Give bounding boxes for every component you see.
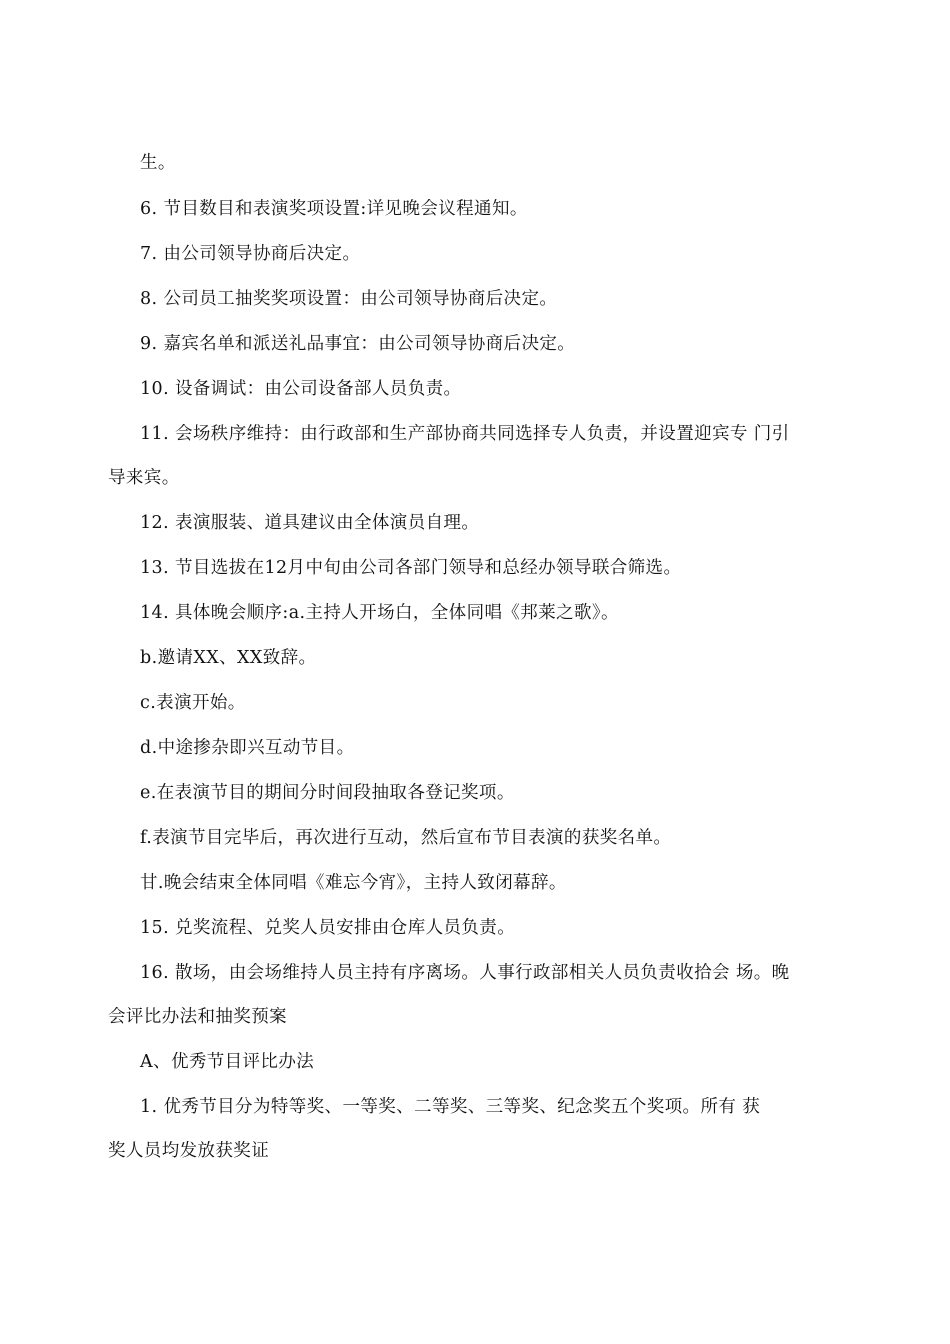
list-item-11: 11. 会场秩序维持：由行政部和生产部协商共同选择专人负责，并设置迎宾专 门引 [140,424,790,444]
list-item-8: 8. 公司员工抽奖奖项设置：由公司领导协商后决定。 [140,289,558,309]
list-item-6: 6. 节目数目和表演奖项设置:详见晚会议程通知。 [140,199,528,219]
list-item-12: 12. 表演服装、道具建议由全体演员自理。 [140,513,480,533]
sub-item-e: e.在表演节目的期间分时间段抽取各登记奖项。 [140,783,515,803]
sub-item-c: c.表演开始。 [140,693,246,713]
list-item-15: 15. 兑奖流程、兑奖人员安排由仓库人员负责。 [140,918,516,938]
text-line-1: 生。 [140,153,176,173]
list-item-7: 7. 由公司领导协商后决定。 [140,244,361,264]
section-heading-a: A、优秀节目评比办法 [140,1052,315,1072]
sub-item-d: d.中途掺杂即兴互动节目。 [140,738,355,758]
award-item-1: 1. 优秀节目分为特等奖、一等奖、二等奖、三等奖、纪念奖五个奖项。所有 获 [140,1097,761,1117]
list-item-13: 13. 节目选拔在12月中旬由公司各部门领导和总经办领导联合筛选。 [140,558,682,578]
list-item-11-continued: 导来宾。 [108,468,180,488]
list-item-9: 9. 嘉宾名单和派送礼品事宜：由公司领导协商后决定。 [140,334,576,354]
list-item-16: 16. 散场，由会场维持人员主持有序离场。人事行政部相关人员负责收拾会 场。晚 [140,963,790,983]
list-item-14: 14. 具体晚会顺序:a.主持人开场白，全体同唱《邦莱之歌》。 [140,603,619,623]
list-item-10: 10. 设备调试：由公司设备部人员负责。 [140,379,462,399]
sub-item-f: f.表演节目完毕后，再次进行互动，然后宣布节目表演的获奖名单。 [140,828,672,848]
sub-item-g: 甘.晚会结束全体同唱《难忘今宵》，主持人致闭幕辞。 [140,873,567,893]
sub-item-b: b.邀请XX、XX致辞。 [140,648,317,668]
award-item-1-continued: 奖人员均发放获奖证 [108,1141,270,1161]
list-item-16-continued: 会评比办法和抽奖预案 [108,1007,287,1027]
